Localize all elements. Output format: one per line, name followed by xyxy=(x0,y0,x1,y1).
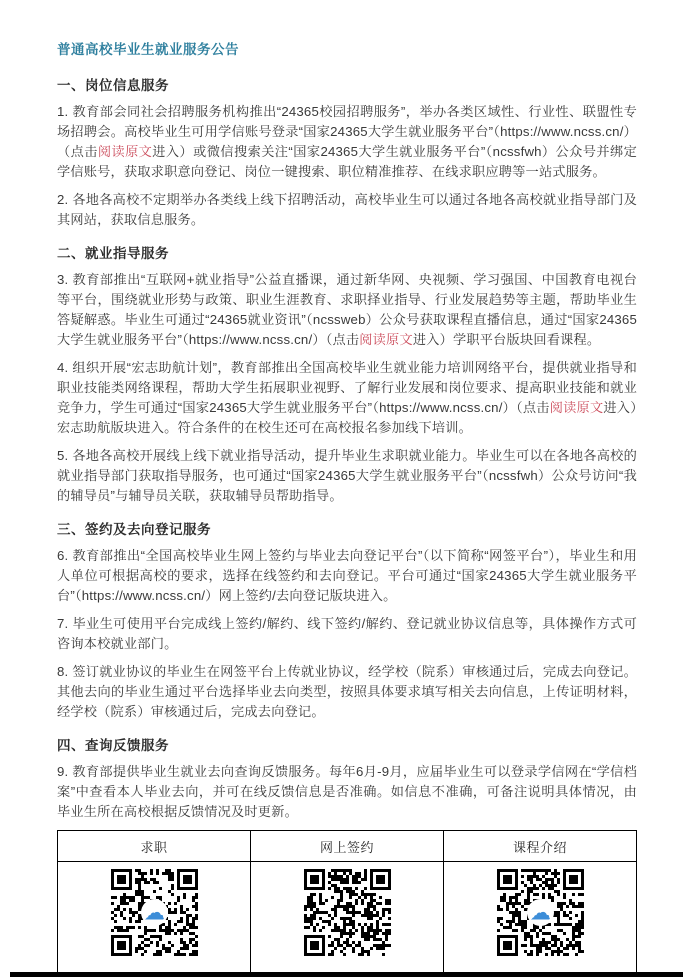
text-segment: 6. 教育部推出“全国高校毕业生网上签约与毕业去向登记平台”（以下简称“网签平台”），毕业生和用人单位可根据高校的要求，选择在线签约和去向登记。平台可通过“国家24365大学生就业服务平台”（https://www.ncss.cn/）网上签约/去向登记版块进入。 xyxy=(57,548,637,603)
text-segment: 9. 教育部提供毕业生就业去向查询反馈服务。每年6月-9月，应届毕业生可以登录学信网在“学信档案”中查看本人毕业去向，并可在线反馈信息是否准确。如信息不准确，可备注说明具体情况，由毕业生所在高校根据反馈情况及时更新。 xyxy=(57,764,637,819)
text-segment: 进入）或微信搜索关注“国家24365大学生就业服务平台”（ncssfwh）公众号并绑定学信账号，获取求职意向登记、岗位一键搜索、职位精准推荐、在线求职应聘等一站式服务。 xyxy=(57,144,637,179)
qr-code-job-search-icon xyxy=(111,869,198,956)
qr-table-code-row xyxy=(58,862,637,975)
paragraph-8 xyxy=(57,662,637,722)
qr-cell-course-intro xyxy=(444,862,637,975)
section-heading-signing-registration: 三、签约及去向登记服务 xyxy=(57,522,211,537)
read-original-link[interactable]: 阅读原文 xyxy=(359,332,413,347)
text-segment: 7. 毕业生可使用平台完成线上签约/解约、线下签约/解约、登记就业协议信息等，具体操作方式可咨询本校就业部门。 xyxy=(57,616,637,651)
paragraph-4 xyxy=(57,358,637,438)
svg-text:☁: ☁ xyxy=(529,900,551,925)
qr-col-header-job-search: 求职 xyxy=(58,831,251,862)
read-original-link[interactable]: 阅读原文 xyxy=(549,400,604,415)
text-segment: 进入）学职平台版块回看课程。 xyxy=(412,332,601,347)
qr-table-header-row xyxy=(58,831,637,862)
qr-col-header-online-signing: 网上签约 xyxy=(251,831,444,862)
text-segment: 3. 教育部推出“互联网+就业指导”公益直播课，通过新华网、央视频、学习强国、中国教育电视台等平台，围绕就业形势与政策、职业生涯教育、求职择业指导、行业发展趋势等主题，帮助毕业生答疑解惑。毕业生可通过“24365就业资讯”（ncssweb）公众号获取课程直播信息，通过“国家24365大学生就业服务平台”（https://www.ncss.cn/）（点击 xyxy=(57,272,637,347)
page-title: 普通高校毕业生就业服务公告 xyxy=(57,42,239,57)
section-heading-query-feedback: 四、查询反馈服务 xyxy=(57,738,169,753)
paragraph-9 xyxy=(57,762,637,822)
qr-table xyxy=(57,830,637,975)
paragraph-7 xyxy=(57,614,637,654)
paragraph-5 xyxy=(57,446,637,506)
text-segment: 8. 签订就业协议的毕业生在网签平台上传就业协议，经学校（院系）审核通过后，完成去向登记。其他去向的毕业生通过平台选择毕业去向类型，按照具体要求填写相关去向信息，上传证明材料，经学校（院系）审核通过后，完成去向登记。 xyxy=(57,664,637,719)
svg-text:☁: ☁ xyxy=(143,900,165,925)
qr-code-course-intro-icon xyxy=(497,869,584,956)
text-segment: 1. 教育部会同社会招聘服务机构推出“24365校园招聘服务”，举办各类区域性、行业性、联盟性专场招聘会。高校毕业生可用学信账号登录“国家24365大学生就业服务平台”（https://www.ncss.cn/）（点击 xyxy=(57,104,637,159)
qr-col-header-course-intro: 课程介绍 xyxy=(444,831,637,862)
bottom-divider xyxy=(10,972,683,977)
paragraph-6 xyxy=(57,546,637,606)
read-original-link[interactable]: 阅读原文 xyxy=(97,144,153,159)
text-segment: 4. 组织开展“宏志助航计划”，教育部推出全国高校毕业生就业能力培训网络平台，提供就业指导和职业技能类网络课程，帮助大学生拓展职业视野、了解行业发展和岗位要求、提高职业技能和就业竞争力，学生可通过“国家24365大学生就业服务平台”（https://www.ncss.cn/）（点击 xyxy=(57,360,637,415)
qr-code-online-signing-icon xyxy=(304,869,391,956)
qr-cell-online-signing xyxy=(251,862,444,975)
paragraph-2 xyxy=(57,190,637,230)
section-heading-job-info: 一、岗位信息服务 xyxy=(57,78,169,93)
paragraph-3 xyxy=(57,270,637,350)
text-segment: 5. 各地各高校开展线上线下就业指导活动，提升毕业生求职就业能力。毕业生可以在各地各高校的就业指导部门获取指导服务，也可通过“国家24365大学生就业服务平台”（ncssfwh）公众号访问“我的辅导员”与辅导员关联，获取辅导员帮助指导。 xyxy=(57,448,637,503)
text-segment: 进入）宏志助航版块进入。符合条件的在校生还可在高校报名参加线下培训。 xyxy=(57,400,637,435)
section-heading-employment-guidance: 二、就业指导服务 xyxy=(57,246,169,261)
text-segment: 2. 各地各高校不定期举办各类线上线下招聘活动，高校毕业生可以通过各地各高校就业指导部门及其网站，获取信息服务。 xyxy=(57,192,637,227)
qr-cell-job-search xyxy=(58,862,251,975)
paragraph-1 xyxy=(57,102,637,182)
